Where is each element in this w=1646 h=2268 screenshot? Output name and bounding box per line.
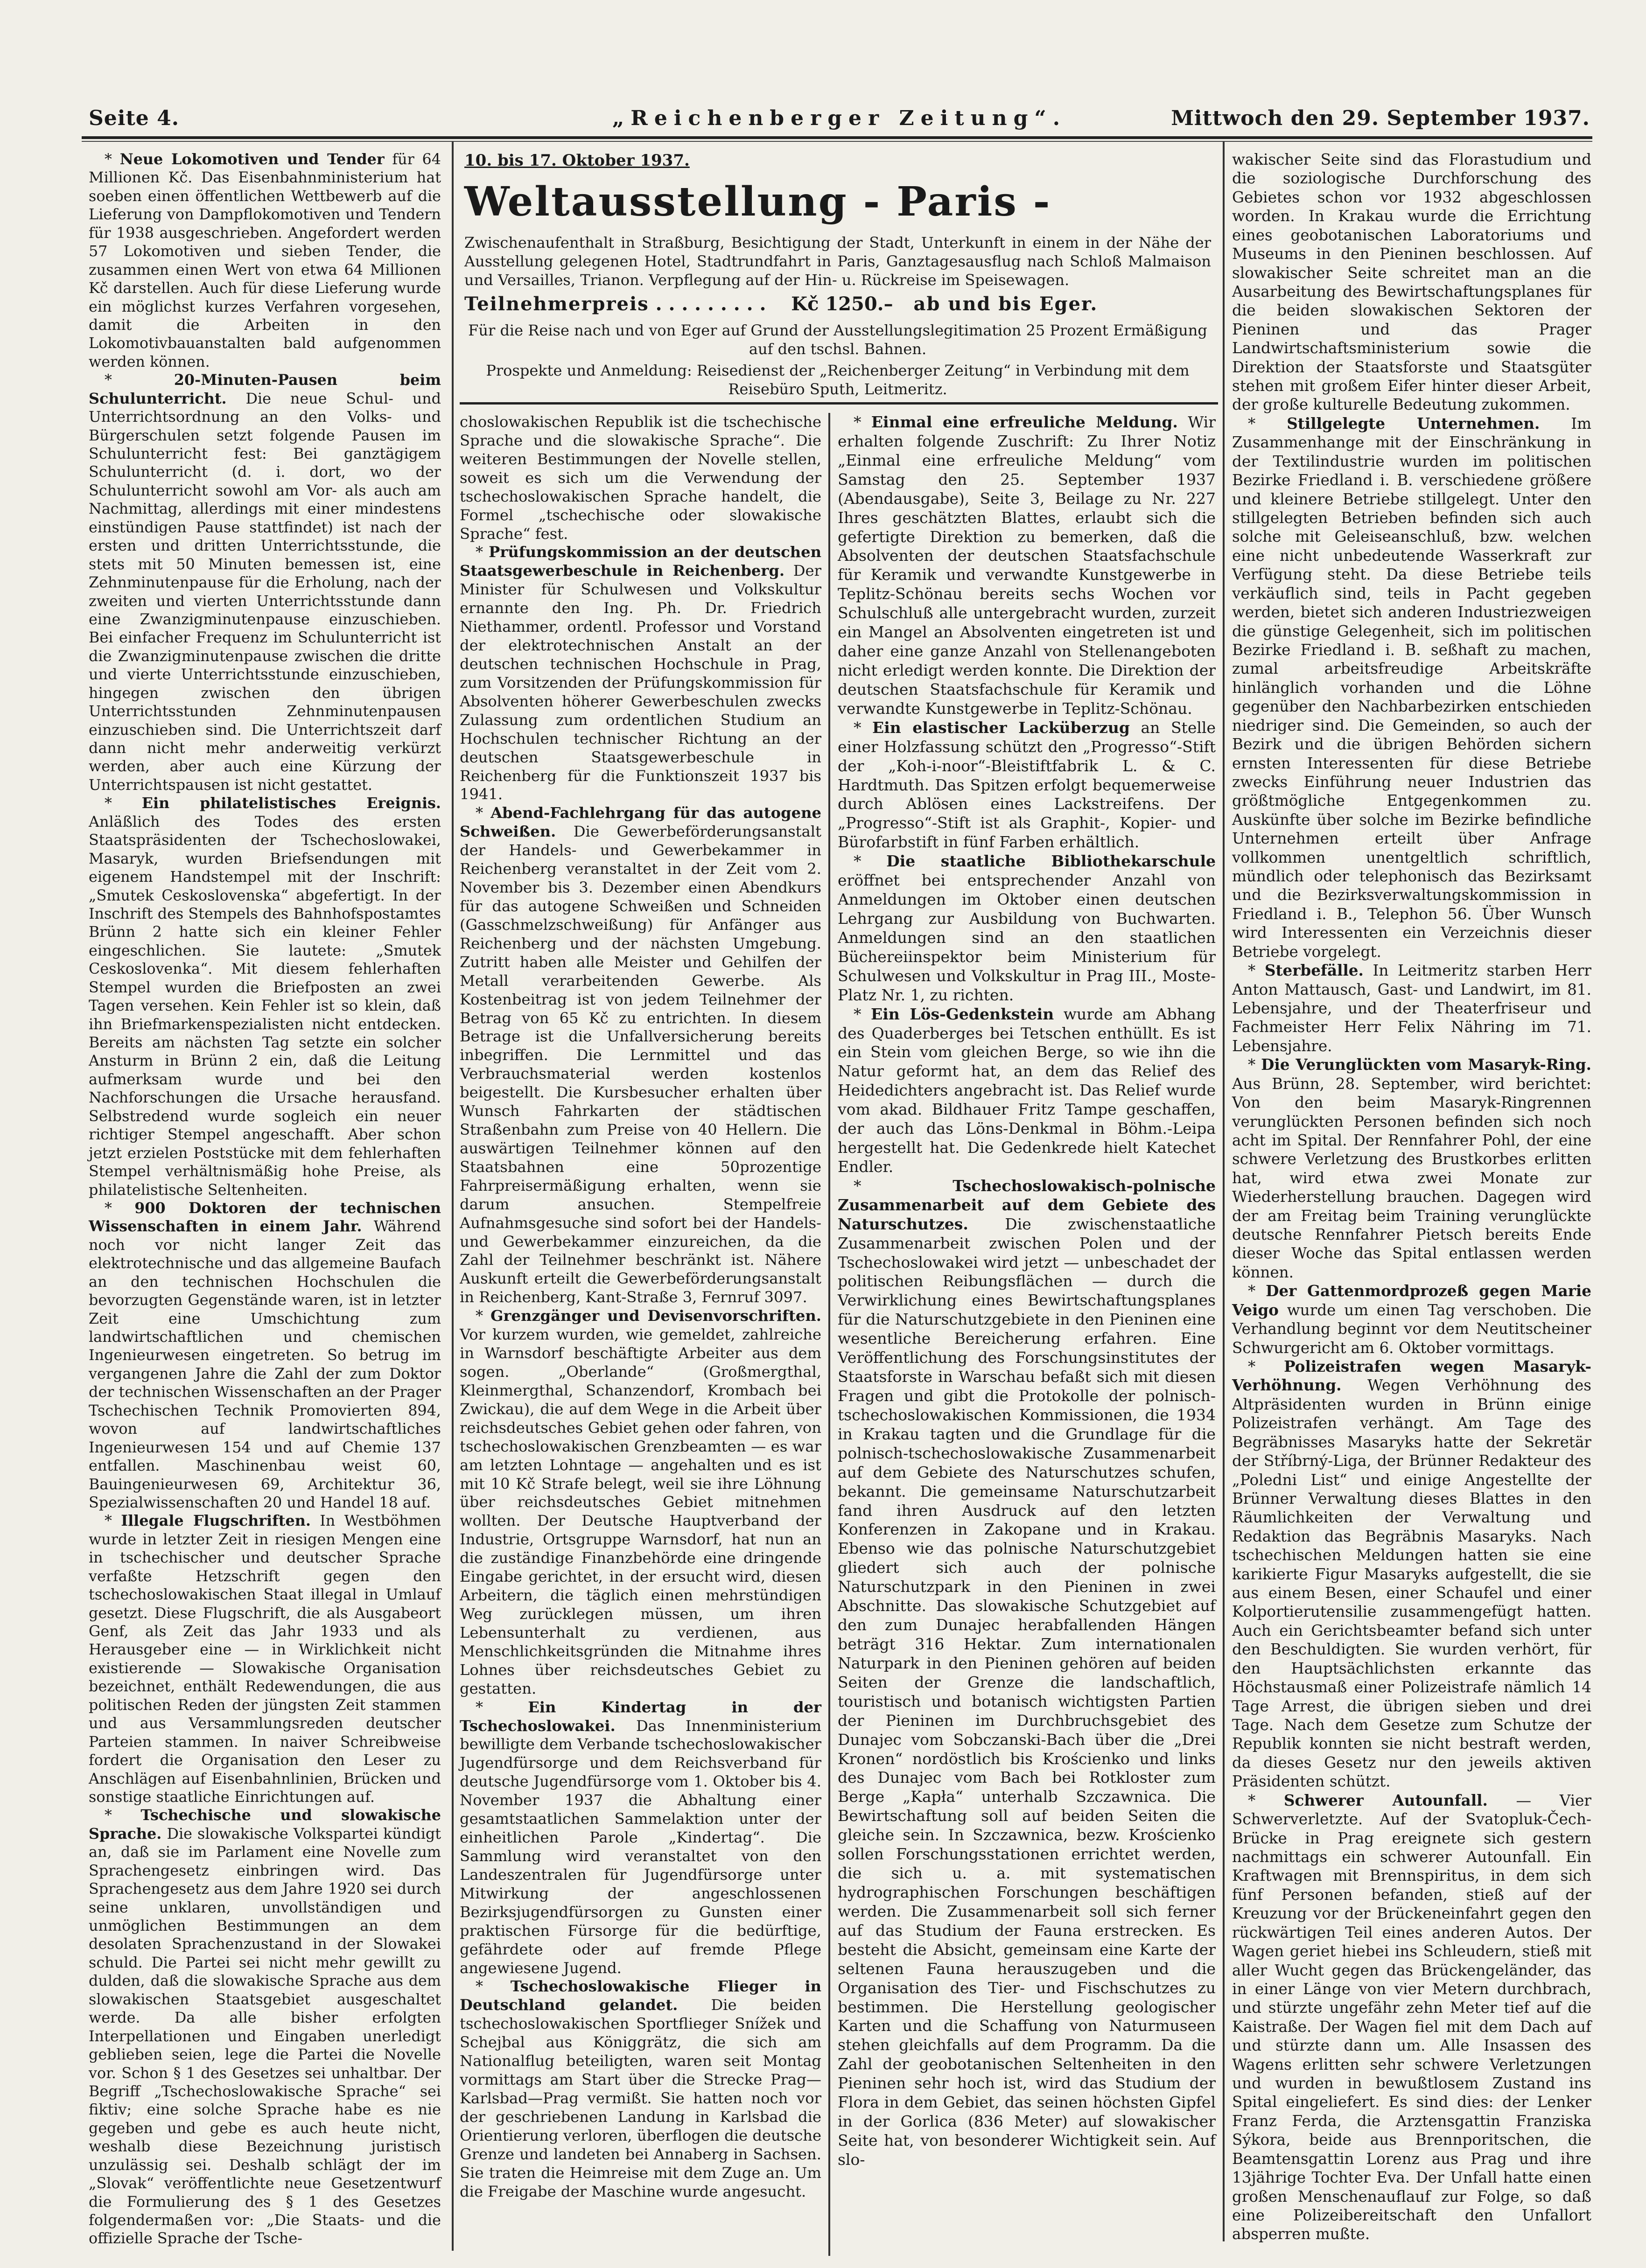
- article: [838, 719, 1216, 852]
- column-4: [1232, 150, 1591, 2244]
- bullet-star: *: [1248, 1791, 1284, 1809]
- article-text: Während noch vor nicht langer Zeit das elektrotechnische und das allgemeine Baufach an den technischen Hochschulen die bevorzugten Gegenstände waren, ist in letzter Zeit eine Umschichtung zum landwirtschaftlichen und chemischen Ingenieurwesen eingetreten. So betrug im vergangenen Jahre die Zahl der zum Doktor der technischen Wissenschaften an der Prager Tschechischen Technik Promovierten 894, wovon auf landwirtschaftliches Ingenieurwesen 154 und auf Chemie 137 entfallen. Maschinenbau weist 60, Bauingenieurwesen 69, Architektur 36, Spezialwissenschaften 20 und Handel 18 auf.: [89, 1218, 441, 1511]
- article-heading: 900 Doktoren der technischen Wissenschaften in einem Jahr.: [89, 1199, 441, 1235]
- bullet-star: *: [476, 804, 491, 822]
- article-heading: Prüfungskommission an der deutschen Staatsgewerbeschule in Reichenberg.: [460, 543, 821, 580]
- article-heading: Grenzgänger und Devisenvorschriften.: [490, 1307, 821, 1325]
- article-text: Anläßlich des Todes des ersten Staatspräsidenten der Tschechoslowakei, Masaryk, wurden Briefsendungen mit eigenem Handstempel mit der Inschrift: „Smutek Ceskoslovenska“ abgefertigt. In der Inschrift des Stempels des Bahnhofspostamtes Brünn 2 hatte sich ein kleiner Fehler eingeschlichen. Sie lautete: „Smutek Ceskoslovenka“. Mit diesem fehlerhaften Stempel wurden die Briefposten an zwei Tagen versehen. Kein Fehler ist so klein, daß ihn Briefmarkenspezialisten nicht entdecken. Bereits am nächsten Tag setzte ein solcher Ansturm in Brünn 2 ein, daß die Leitung aufmerksam wurde und bei den Nachforschungen die Ursache herausfand. Selbstredend wurde sogleich ein neuer richtiger Stempel angeschafft. Aber schon jetzt erzielen Poststücke mit dem fehlerhaften Stempel verhältnismäßig hohe Preise, als philatelistische Seltenheiten.: [89, 813, 441, 1199]
- article: [1232, 1055, 1591, 1282]
- article: [89, 371, 441, 794]
- ad-description: Zwischenaufenthalt in Straßburg, Besichtigung der Stadt, Unterkunft in einem in der Nähe der Ausstellung gelegenen Hotel, Stadtrundfahrt in Paris, Ganztagesausflug nach Schloß Malmaison und Versailles, Trianon. Verpflegung auf der Hin- u. Rückreise im Speisewagen.: [464, 234, 1211, 289]
- bullet-star: *: [854, 1176, 953, 1195]
- article-text: In Leitmeritz starben Herr Anton Mattausch, Gast- und Landwirt, im 81. Lebensjahre, und der Theaterfriseur und Fachmeister Herr Felix Nähring im 71. Lebensjahre.: [1232, 962, 1591, 1055]
- price-label: Teilnehmerpreis: [464, 293, 649, 315]
- article: [838, 1005, 1216, 1177]
- ad-title: Weltausstellung - Paris -: [464, 178, 1051, 225]
- newspaper-name: „Reichenberger Zeitung“.: [612, 106, 1067, 130]
- article-text: In Westböhmen wurde in letzter Zeit in riesigen Mengen eine in tschechischer und deutscher Sprache verfaßte Hetzschrift gegen den tschechoslowakischen Staat illegal in Umlauf gesetzt. Diese Flugschrift, die als Ausgabeort Genf, als Zeit das Jahr 1933 und als Herausgeber eine — in Wirklichkeit nicht existierende — Slowakische Organisation bezeichnet, enthält Redewendungen, die aus politischen Reden der jüngsten Zeit stammen und aus Versammlungsreden deutscher Parteien stammen. In naiver Schreibweise fordert die Organisation den Leser zu Anschlägen auf Eisenbahnlinien, Brücken und sonstige staatliche Einrichtungen auf.: [89, 1512, 441, 1806]
- article-heading: Die staatliche Bibliothekarschule: [886, 852, 1216, 871]
- article-text: Die beiden tschechoslowakischen Sportflieger Snížek und Schejbal aus Königgrätz, die sich am Nationalflug beteiligten, waren seit Montag vormittags am Start über die Strecke Prag—Karlsbad—Prag vermißt. Sie hatten noch vor der geschriebenen Landung in Karlsbad die Orientierung verloren, überflogen die deutsche Grenze und landeten bei Annaberg in Sachsen. Sie traten die Heimreise mit dem Zuge an. Um die Freigabe der Maschine wurde angesucht.: [460, 1996, 821, 2200]
- article-heading: Stillgelegte Unternehmen.: [1287, 414, 1540, 433]
- article-text: Die slowakische Volkspartei kündigt an, daß sie im Parlament eine Novelle zum Sprachengesetz einbringen wird. Das Sprachengesetz aus dem Jahre 1920 sei durch seine unklaren, unvollständigen und unmöglichen Bestimmungen an dem desolaten Sprachenzustand in der Slowakei schuld. Die Partei sei nicht mehr gewillt zu dulden, daß die slowakische Sprache aus dem slowakischen Staatsgebiet ausgeschaltet werde. Da alle bisher erfolgten Interpellationen und Eingaben unerledigt geblieben seien, lege die Partei die Novelle vor. Schon § 1 des Gesetzes sei unhaltbar. Der Begriff „Tschechoslowakische Sprache“ sei fiktiv; eine solche Sprache habe es nie gegeben und gebe es auch heute nicht, weshalb diese Bezeichnung juristisch unzulässig sei. Deshalb schlägt der im „Slovak“ veröffentlichte neue Gesetzentwurf die Formulierung des § 1 des Gesetzes folgendermaßen vor: „Die Staats- und die offizielle Sprache der Tsche-: [89, 1825, 441, 2247]
- bullet-star: *: [1248, 1358, 1284, 1375]
- article-text: — Vier Schwerverletzte. Auf der Svatopluk-Čech-Brücke in Prag ereignete sich gestern nachmittags ein schwerer Autounfall. Ein Kraftwagen mit Brennspiritus, in dem sich fünf Personen befanden, stieß auf der Kreuzung vor der Brückeneinfahrt gegen den rückwärtigen Teil eines anderen Autos. Der Wagen geriet hiebei ins Schleudern, stieß mit aller Wucht gegen das Brückengeländer, das in einer Länge von vier Metern durchbrach, und stürzte ungefähr zehn Meter tief auf die Kaistraße. Der Wagen fiel mit dem Dach auf und stürzte dann um. Alle Insassen des Wagens erlitten sehr schwere Verletzungen und wurden in bewußtlosem Zustand ins Spital eingeliefert. Es sind dies: der Lenker Franz Ferda, die Arztensgattin Franziska Sýkora, beide aus Brennporitschen, die Beamtensgattin Lorenz aus Prag und ihre 13jährige Tochter Eva. Der Unfall hatte einen großen Menschenauflauf zur Folge, so daß eine Polizeibereitschaft den Unfallort absperren mußte.: [1232, 1791, 1591, 2243]
- article-text: wurde um einen Tag verschoben. Die Verhandlung beginnt vor dem Neutitscheiner Schwurgericht am 6. Oktober vormittags.: [1232, 1301, 1591, 1357]
- header-rule: [82, 136, 1592, 139]
- article-heading: Illegale Flugschriften.: [121, 1512, 311, 1530]
- article-text: wakischer Seite sind das Florastudium und die soziologische Durchforschung des Gebietes schon vor 1932 abgeschlossen worden. In Krakau wurde die Errichtung eines geobotanischen Laboratoriums und Museums in den Pieninen beschlossen. Auf slowakischer Seite schreitet man an die Ausarbeitung des Bewirtschaftungsplanes für die beiden slowakischen Sektoren der Pieninen und das Prager Landwirtschaftsministerium sowie die Direktion der Staatsforste und Staatsgüter stehen mit großem Eifer hinter dieser Arbeit, der große kulturelle Bedeutung zukommen.: [1232, 151, 1591, 414]
- article-text: Wegen Verhöhnung des Altpräsidenten wurden in Brünn einige Polizeistrafen verhängt. Am Tage des Begräbnisses Masaryks hatte der Sekretär der Stříbrný-Liga, der Brünner Redakteur des „Poledni List“ und einige Angestellte der Brünner Verwaltung dieses Blattes in den Räumlichkeiten der Verwaltung und Redaktion das Begräbnis Masaryks. Nach tschechischen Meldungen hatten sie eine karikierte Figur Masaryks aufgestellt, die sie aus einem Besen, einer Schaufel und einer Kolportierutensilie zusammengefügt hatten. Auch ein Gerichtsbeamter befand sich unter den Beschuldigten. Sie wurden verhört, für den Hauptsächlichsten erkannte das Höchstausmaß einer Polizeistrafe nämlich 14 Tage Arrest, die übrigen sieben und drei Tage. Nach dem Gesetze zum Schutze der Republik konnten sie nicht bestraft werden, da dieses Gesetz nur den jeweils aktiven Präsidenten schützt.: [1232, 1376, 1591, 1791]
- bullet-star: *: [476, 1698, 528, 1716]
- bullet-star: *: [854, 852, 887, 871]
- article-heading: Der Gattenmordprozeß gegen Marie Veigo: [1232, 1282, 1591, 1319]
- article: [89, 1806, 441, 2248]
- bullet-star: *: [476, 1307, 491, 1325]
- article-heading: Neue Lokomotiven und Tender: [119, 151, 385, 168]
- article: [460, 1698, 821, 1978]
- article: [838, 1177, 1216, 2170]
- article: [1232, 1357, 1591, 1791]
- article-heading: Polizeistrafen wegen Masaryk-Verhöhnung.: [1232, 1357, 1591, 1395]
- column-divider: [452, 142, 454, 2251]
- column-divider: [828, 413, 830, 2256]
- article-heading: Ein philatelistisches Ereignis.: [141, 795, 441, 812]
- article-heading: Tschechische und slowakische Sprache.: [89, 1807, 441, 1842]
- article: [1232, 1282, 1591, 1357]
- article-text: Im Zusammenhange mit der Einschränkung in der Textilindustrie wurden im politischen Bezirke Friedland i. B. verschiedene größere und kleinere Betriebe stillgelegt. Unter den stillgelegten Betrieben befinden sich auch solche mit Geleiseanschluß, bzw. welchen eine nicht unbedeutende Wasserkraft zur Verfügung steht. Da diese Betriebe teils verkäuflich sind, teils in Pacht gegeben werden, bietet sich anderen Industriezweigen die günstige Gelegenheit, sich im politischen Bezirke Friedland i. B. seßhaft zu machen, zumal arbeitsfreudige Arbeitskräfte hinlänglich vorhanden und die Löhne gegenüber den Nachbarbezirken entschieden niedriger sind. Die Gemeinden, so auch der Bezirk und die übrigen Behörden sichern ernsten Interessenten für diese Betriebe zwecks Einführung neuer Industrien das größtmögliche Entgegenkommen zu. Auskünfte über solche im Bezirke befindliche Unternehmen erteilt über Anfrage vollkommen unentgeltlich schriftlich, mündlich oder telephonisch das Bezirksamt und die Bezirksverwaltungskommission in Friedland i. B., Telephon 56. Über Wunsch wird Interessenten ein Verzeichnis dieser Betriebe vorgelegt.: [1232, 414, 1591, 961]
- article: [1232, 150, 1591, 414]
- bullet-star: *: [105, 1807, 141, 1824]
- article: [89, 1512, 441, 1806]
- bullet-star: *: [105, 371, 174, 389]
- column-divider: [1223, 142, 1225, 2241]
- bullet-star: *: [105, 795, 142, 812]
- article-text: Der Minister für Schulwesen und Volkskultur ernannte den Ing. Ph. Dr. Friedrich Niethammer, ordentl. Professor und Vorstand der elektrotechnischen Anstalt an der deutschen technischen Hochschule in Prag, zum Vorsitzenden der Prüfungskommission für Absolventen höherer Gewerbeschulen zwecks Zulassung zum ordentlichen Studium an Hochschulen technischer Richtung an der deutschen Staatsgewerbeschule in Reichenberg für die Funktionszeit 1937 bis 1941.: [460, 562, 821, 803]
- article: [89, 794, 441, 1199]
- page-header: [89, 102, 1590, 139]
- page-number: Seite 4.: [89, 106, 180, 130]
- article-text: Das Innenministerium bewilligte dem Verbande tschechoslowakischer Jugendfürsorge und dem Reichsverband für deutsche Jugendfürsorge vom 1. Oktober bis 4. November 1937 die Abhaltung einer gesamtstaatlichen Sammelaktion unter der einheitlichen Parole „Kindertag“. Die Sammlung wird veranstaltet von den Landeszentralen für Jugendfürsorge unter Mitwirkung der angeschlossenen Bezirksjugendfürsorgen zu Gunsten einer praktischen Fürsorge für die bedürftige, gefährdete oder auf fremde Pflege angewiesene Jugend.: [460, 1717, 821, 1977]
- issue-date: Mittwoch den 29. September 1937.: [1171, 106, 1590, 130]
- bullet-star: *: [105, 1199, 135, 1217]
- article-text: wurde am Abhang des Quaderberges bei Tetschen enthüllt. Es ist ein Stein vom gleichen Berge, so wie ihn die Natur geformt hat, an dem das Relief des Heidedichters angebracht ist. Das Relief wurde vom akad. Bildhauer Fritz Tampe geschaffen, der auch das Löns-Denkmal in Böhm.-Leipa hergestellt hat. Die Gedenkrede hielt Katechet Endler.: [838, 1005, 1216, 1176]
- column-1: [89, 150, 441, 2248]
- price-value: Kč 1250.–: [791, 293, 893, 315]
- bullet-star: *: [105, 151, 120, 168]
- article-text: an Stelle einer Holzfassung schützt den „Progresso“-Stift der „Koh-i-noor“-Bleistiftfabrik L. & C. Hardtmuth. Das Spitzen erfolgt bequemerweise durch Ablösen eines Lackstreifens. Der „Progresso“-Stift ist als Graphit-, Kopier- und Bürofarbstift in fünf Farben erhältlich.: [838, 718, 1216, 851]
- article-text: Vor kurzem wurden, wie gemeldet, zahlreiche in Warnsdorf beschäftigte Arbeiter aus dem sogen. „Oberlande“ (Großmergthal, Kleinmergthal, Schanzendorf, Krombach bei Zwickau), die auf dem Wege in die Arbeit über reichsdeutsches Gebiet gehen oder fahren, von tschechoslowakischen Grenzbeamten — es war am letzten Lohntage — angehalten und es ist mit 10 Kč Strafe belegt, weil sie ihre Löhnung über reichsdeutsches Gebiet mitnehmen wollten. Der Deutsche Hauptverband der Industrie, Ortsgruppe Warnsdorf, hat nun an die zuständige Finanzbehörde eine dringende Eingabe gerichtet, in der ersucht wird, diesen Arbeitern, die täglich einen mehrstündigen Weg zurücklegen müssen, um ihren Lebensunterhalt zu verdienen, aus Menschlichkeitsgründen die Mitnahme ihres Lohnes über reichsdeutsches Gebiet zu gestatten.: [460, 1326, 821, 1697]
- article-heading: Die Verunglückten vom Masaryk-Ring.: [1261, 1055, 1591, 1074]
- bullet-star: *: [105, 1512, 121, 1530]
- bullet-star: *: [854, 413, 871, 431]
- article-heading: Tschechoslowakisch-polnische Zusammenarbeit auf dem Gebiete des Naturschutzes.: [838, 1176, 1216, 1233]
- article: [1232, 1791, 1591, 2244]
- column-2: [460, 413, 821, 2201]
- article-heading: 20-Minuten-Pausen beim Schulunterricht.: [89, 371, 441, 407]
- article: [460, 1307, 821, 1698]
- article-heading: Ein Lös-Gedenkstein: [871, 1005, 1054, 1023]
- ad-price-line: Teilnehmerpreis . . . . . . . . . Kč 1250.– ab und bis Eger.: [464, 293, 1098, 315]
- article: [1232, 414, 1591, 961]
- article-heading: Ein elastischer Lacküberzug: [872, 718, 1130, 737]
- bullet-star: *: [1248, 1056, 1261, 1074]
- travel-advertisement: [460, 150, 1216, 402]
- article-heading: Schwerer Autounfall.: [1283, 1791, 1488, 1809]
- article: [838, 852, 1216, 1005]
- article-text: für 64 Millionen Kč. Das Eisenbahnministerium hat soeben einen öffentlichen Wettbewerb auf die Lieferung von Dampflokomotiven und Tendern für 1938 ausgeschrieben. Angefordert werden 57 Lokomotiven und sieben Tender, die zusammen einen Wert von etwa 64 Millionen Kč darstellen. Auch für diese Lieferung wurde ein möglichst kurzes Verfahren vorgesehen, damit die Arbeiten in den Lokomotivbauanstalten bald aufgenommen werden können.: [89, 151, 441, 370]
- bullet-star: *: [1248, 414, 1287, 433]
- bullet-star: *: [854, 718, 873, 737]
- article-text: Die Gewerbeförderungsanstalt der Handels- und Gewerbekammer in Reichenberg veranstaltet in der Zeit vom 2. November bis 3. Dezember einen Abendkurs für das autogene Schweißen und Schneiden (Gasschmelzschweißung) für Anfänger aus Reichenberg und der nächsten Umgebung. Zutritt haben alle Meister und Gehilfen der Metall verarbeitenden Gewerbe. Als Kostenbeitrag ist von jedem Teilnehmer der Betrag von 65 Kč zu entrichten. In diesem Betrage ist die Unfallversicherung bereits inbegriffen. Die Lernmittel und das Verbrauchsmaterial werden kostenlos beigestellt. Die Kursbesucher erhalten über Wunsch Fahrkarten der städtischen Straßenbahn zum Preise von 40 Hellern. Die auswärtigen Teilnehmer können auf den Staatsbahnen eine 50prozentige Fahrpreisermäßigung erhalten, wenn sie darum ansuchen. Stempelfreie Aufnahmsgesuche sind sofort bei der Handels- und Gewerbekammer einzureichen, da die Zahl der Teilnehmer beschränkt ist. Nähere Auskunft erteilt die Gewerbeförderungsanstalt in Reichenberg, Kant-Straße 3, Fernruf 3097.: [460, 823, 821, 1306]
- article-text: Wir erhalten folgende Zuschrift: Zu Ihrer Notiz „Einmal eine erfreuliche Meldung“ vom Samstag den 25. September 1937 (Abendausgabe), Seite 3, Beilage zu Nr. 227 Ihres geschätzten Blattes, erlaubt sich die gefertigte Direktion zu bemerken, daß die Absolventen der deutschen Staatsfachschule für Keramik und verwandte Kunstgewerbe in Teplitz-Schönau bereits sechs Wochen vor Schulschluß alle untergebracht wurden, zurzeit ein Mangel an Absolventen eingetreten ist und daher eine ganze Anzahl von Stellenangeboten nicht erledigt werden konnte. Die Direktion der deutschen Staatsfachschule für Keramik und verwandte Kunstgewerbe in Teplitz-Schönau.: [838, 413, 1216, 718]
- article-text: choslowakischen Republik ist die tschechische Sprache und die slowakische Sprache“. Die weiteren Bestimmungen der Novelle stellen, soweit es sich um die Verwendung der tschechoslowakischen Sprache handelt, die Formel „tschechische oder slowakische Sprache“ fest.: [460, 413, 821, 543]
- article-text: Die neue Schul- und Unterrichtsordnung an den Volks- und Bürgerschulen setzt folgende Pausen im Schulunterricht fest: Bei ganztägigem Schulunterricht (d. i. dort, wo der Schulunterricht sowohl am Vor- als auch am Nachmittag, allerdings mit einer mindestens einstündigen Pause stattfindet) ist nach der ersten und dritten Unterrichtsstunde, die stets mit 50 Minuten bemessen ist, eine Zehnminutenpause für die Erholung, nach der zweiten und vierten Unterrichtsstunde dann eine Zwanzigminutenpause einzuschieben. Bei einfacher Frequenz im Schulunterricht ist die Zwanzigminutenpause zwischen die dritte und vierte Unterrichtsstunde einzuschieben, hingegen zwischen den übrigen Unterrichtsstunden Zehnminutenpausen einzuschieben sind. Die Unterrichtszeit darf dann nicht mehr anderweitig verkürzt werden, aber auch eine Kürzung der Unterrichtspausen ist nicht gestattet.: [89, 390, 441, 794]
- article-text: eröffnet bei entsprechender Anzahl von Anmeldungen im Oktober einen deutschen Lehrgang zur Ausbildung von Buchwarten. Anmeldungen sind an den staatlichen Büchereiinspektor beim Ministerium für Schulwesen und Volkskultur in Prag III., Moste-Platz Nr. 1, zu richten.: [838, 871, 1216, 1004]
- article: [89, 1199, 441, 1512]
- article: [1232, 961, 1591, 1055]
- article-heading: Ein Kindertag in der Tschechoslowakei.: [460, 1698, 821, 1735]
- article: [460, 413, 821, 543]
- article: [460, 1977, 821, 2201]
- ad-note: Für die Reise nach und von Eger auf Grund der Ausstellungslegitimation 25 Prozent Ermäßigung auf den tschsl. Bahnen.: [468, 321, 1207, 358]
- bullet-star: *: [476, 543, 489, 561]
- article-heading: Abend-Fachlehrgang für das autogene Schweißen.: [460, 804, 822, 841]
- ad-contact: Prospekte und Anmeldung: Reisedienst der „Reichenberger Zeitung“ in Verbindung mit dem Reisebüro Sputh, Leitmeritz.: [486, 362, 1190, 398]
- article: [838, 413, 1216, 719]
- article-heading: Sterbefälle.: [1264, 961, 1364, 980]
- article: [460, 543, 821, 804]
- header-rule-thin: [82, 141, 1592, 142]
- article-heading: Tschechoslowakische Flieger in Deutschland gelandet.: [460, 1977, 821, 2014]
- ad-dates: 10. bis 17. Oktober 1937.: [464, 151, 690, 170]
- article-text: Aus Brünn, 28. September, wird berichtet: Von den beim Masaryk-Ringrennen verunglückten Personen befinden sich noch acht im Spital. Der Rennfahrer Pohl, der eine schwere Verletzung des Brustkorbes erlitten hat, wird etwa zwei Monate zur Wiederherstellung brauchen. Dagegen wird der am Freitag beim Training verunglückte deutsche Rennfahrer Pietsch bereits Ende dieser Woche das Spital entlassen werden können.: [1232, 1075, 1591, 1281]
- ad-bottom-rule: [460, 402, 1218, 405]
- price-tail: ab und bis Eger.: [913, 293, 1098, 315]
- article-text: Die zwischenstaatliche Zusammenarbeit zwischen Polen und der Tschechoslowakei wird jetzt — unbeschadet der politischen Reibungsflächen — durch die Verwirklichung eines Bewirtschaftungsplanes für die Naturschutzgebiete in den Pieninen eine wesentliche Bereicherung erfahren. Eine Veröffentlichung des Forschungsinstitutes der Staatsforste in Warschau befaßt sich mit diesen Fragen und gibt die Protokolle der polnisch-tschechoslowakischen Kommissionen, die 1934 in Krakau tagten und die Grundlage für die polnisch-tschechoslowakische Zusammenarbeit auf dem Gebiete des Naturschutzes schufen, bekannt. Die gemeinsame Naturschutzarbeit fand ihren Ausdruck auf den letzten Konferenzen in Zakopane und in Krakau. Ebenso wie das polnische Naturschutzgebiet gliedert sich auch der polnische Naturschutzpark in den Pieninen in zwei Abschnitte. Das slowakische Schutzgebiet auf den zum Dunajec herabfallenden Hängen beträgt 316 Hektar. Zum internationalen Naturpark in den Pieninen gehören auf beiden Seiten der Grenze die landschaftlich, touristisch und botanisch wichtigsten Partien der Pieninen im Durchbruchsgebiet des Dunajec vom Sobczanski-Bach über die „Drei Kronen“ nordöstlich bis Krościenko und links des Dunajec vom Bach bei Rotkloster zum Berge „Kapła“ unterhalb Szczawnica. Die Bewirtschaftung soll auf beiden Seiten die gleiche sein. In Szczawnica, bezw. Krościenko sollen Forschungsstationen errichtet werden, die sich u. a. mit systematischen hydrographischen Forschungen beschäftigen werden. Die Zusammenarbeit soll sich ferner auf das Studium der Fauna erstrecken. Es besteht die Absicht, gemeinsam eine Karte der seltenen Fauna herauszugeben und die Organisation des Tier- und Fischschutzes zu bestimmen. Die Herstellung geologischer Karten und die Schaffung von Naturmuseen stehen gleichfalls auf dem Programm. Da die Zahl der geobotanischen Seltenheiten in den Pieninen sehr hoch ist, wird das Studium der Flora in dem Gebiet, das seinen höchsten Gipfel in der Gorlica (836 Meter) auf slowakischer Seite hat, von besonderer Wichtigkeit sein. Auf slo-: [838, 1214, 1216, 2169]
- bullet-star: *: [476, 1977, 511, 1996]
- article: [89, 150, 441, 371]
- bullet-star: *: [854, 1005, 871, 1023]
- bullet-star: *: [1248, 1282, 1266, 1300]
- column-3: [838, 413, 1216, 2170]
- article: [460, 804, 821, 1307]
- bullet-star: *: [1248, 962, 1265, 980]
- article-heading: Einmal eine erfreuliche Meldung.: [871, 413, 1178, 431]
